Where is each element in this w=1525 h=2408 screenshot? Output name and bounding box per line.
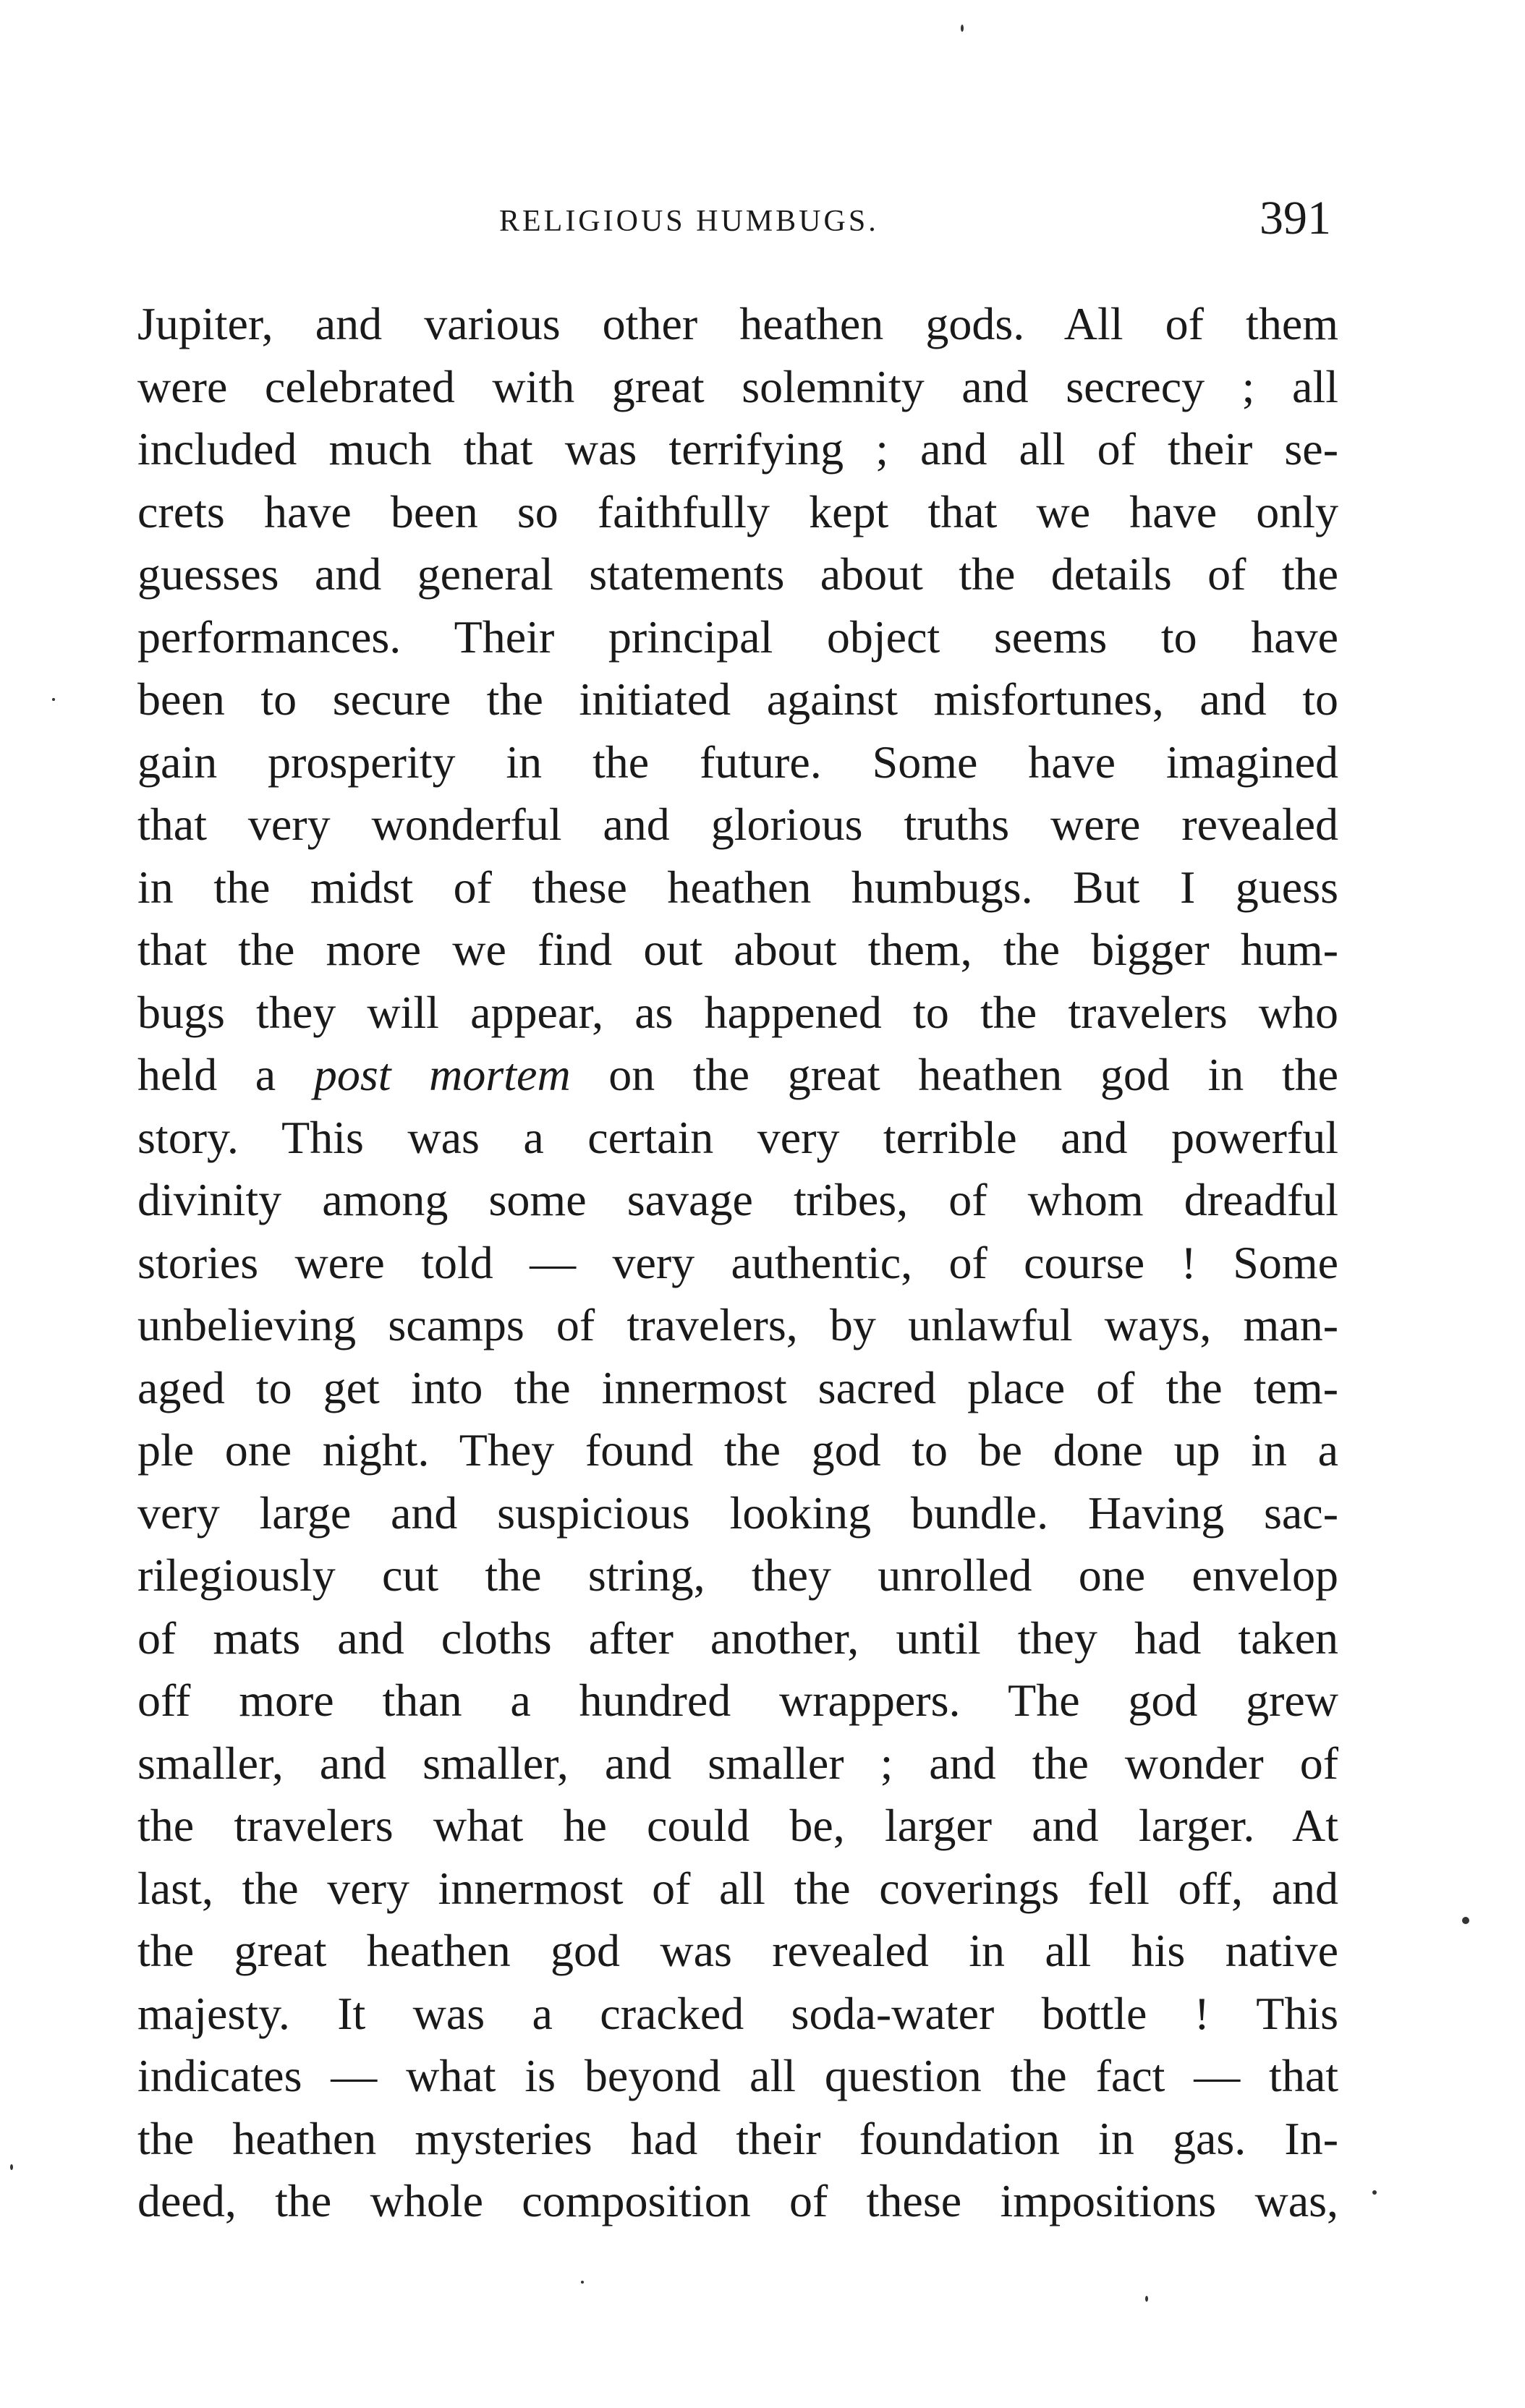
running-head (137, 192, 1331, 253)
text-segment: on the great heathen god in the (570, 1049, 1338, 1100)
scan-speck (52, 698, 55, 701)
text-line: very large and suspicious looking bundle. Having sac- (137, 1486, 1338, 1539)
text-line: the great heathen god was revealed in all his native (137, 1925, 1338, 1976)
scan-speck (10, 2164, 13, 2170)
scan-speck (581, 2281, 584, 2284)
text-line: that very wonderful and glorious truths were revealed (137, 799, 1338, 850)
text-line: bugs they will appear, as happened to the travelers who (137, 986, 1338, 1038)
text-line: majesty. It was a cracked soda-water bottle ! This (137, 1987, 1338, 2039)
text-line: that the more we find out about them, the bigger hum- (137, 924, 1338, 975)
scan-speck (961, 25, 964, 32)
text-line-with-italic (137, 1044, 1338, 1107)
text-line: indicates — what is beyond all question the fact — that (137, 2050, 1338, 2101)
text-line: last, the very innermost of all the coverings fell off, and (137, 1862, 1338, 1914)
scan-speck (1372, 2190, 1377, 2195)
text-line: smaller, and smaller, and smaller ; and the wonder of (137, 1737, 1338, 1789)
text-line: story. This was a certain very terrible and powerful (137, 1111, 1338, 1163)
text-line: were celebrated with great solemnity and secrecy ; all (137, 360, 1338, 412)
text-line: gain prosperity in the future. Some have imagined (137, 736, 1338, 788)
text-line: the travelers what he could be, larger and larger. At (137, 1800, 1338, 1851)
running-title: RELIGIOUS HUMBUGS. (499, 205, 879, 238)
text-line: crets have been so faithfully kept that we have only (137, 485, 1338, 537)
text-line: included much that was terrifying ; and all of their se- (137, 423, 1338, 475)
scan-speck (1462, 1917, 1469, 1924)
text-line: aged to get into the innermost sacred place of the tem- (137, 1361, 1338, 1413)
text-line: of mats and cloths after another, until they had taken (137, 1612, 1338, 1664)
body-text (137, 293, 1338, 2233)
text-line: the heathen mysteries had their foundation in gas. In- (137, 2112, 1338, 2164)
text-line: divinity among some savage tribes, of whom dreadful (137, 1174, 1338, 1225)
text-line: performances. Their principal object seems to have (137, 610, 1338, 663)
text-line: off more than a hundred wrappers. The god grew (137, 1675, 1338, 1726)
text-segment: held a (137, 1049, 314, 1100)
italic-phrase: post mortem (313, 1049, 571, 1100)
text-line: Jupiter, and various other heathen gods. All of them (137, 298, 1338, 349)
text-line: unbelieving scamps of travelers, by unlawful ways, man- (137, 1299, 1338, 1350)
text-line: been to secure the initiated against misfortunes, and to (137, 673, 1338, 725)
scan-speck (1145, 2296, 1148, 2302)
text-line: guesses and general statements about the details of the (137, 548, 1338, 600)
text-line: rilegiously cut the string, they unrolled one envelop (137, 1549, 1338, 1601)
text-line: ple one night. They found the god to be done up in a (137, 1424, 1338, 1476)
text-line: deed, the whole composition of these impositions was, (137, 2175, 1338, 2226)
text-line: in the midst of these heathen humbugs. But I guess (137, 861, 1338, 913)
text-line: stories were told — very authentic, of course ! Some (137, 1236, 1338, 1288)
page-number: 391 (1259, 192, 1331, 244)
